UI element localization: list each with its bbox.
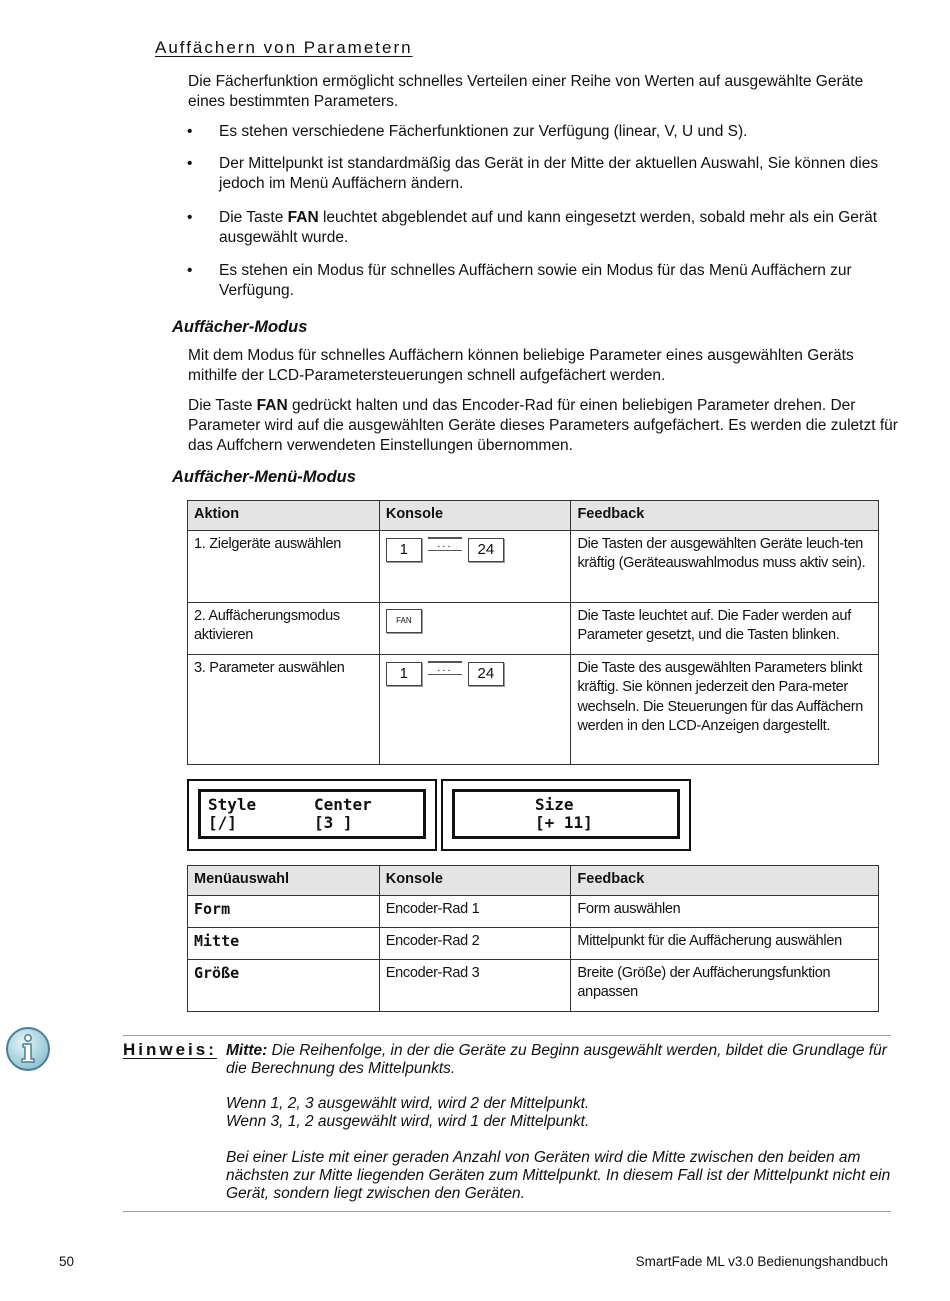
key-range-dots: ...: [428, 661, 462, 675]
feedback-cell: Die Taste leuchtet auf. Die Fader werden auf Parameter gesetzt, und die Tasten blinken.: [571, 602, 879, 654]
manual-title: SmartFade ML v3.0 Bedienungshandbuch: [635, 1254, 888, 1269]
bullet-text-pre: Die Taste: [219, 209, 288, 226]
table-header-row: [188, 866, 879, 896]
bullet-text-post: leuchtet abgeblendet auf und kann eingesetzt werden, sobald mehr als ein Gerät ausgewählt wurde.: [219, 209, 878, 246]
console-cell: Encoder-Rad 3: [379, 959, 571, 1011]
column-header-feedback: Feedback: [571, 866, 879, 896]
menu-cell: Größe: [188, 959, 380, 1011]
fan-key-name: FAN: [256, 397, 288, 414]
key-1: 1: [386, 538, 422, 562]
lcd-line-2: [/] [3 ]: [208, 813, 353, 832]
key-1: 1: [386, 662, 422, 686]
fan-key: FAN: [386, 609, 422, 633]
column-header-menu: Menüauswahl: [188, 866, 380, 896]
bullet-item: [187, 261, 899, 301]
note-top-rule: [123, 1035, 891, 1036]
intro-paragraph: Die Fächerfunktion ermöglicht schnelles Verteilen einer Reihe von Werten auf ausgewählte Geräte eines bestimmten Parameters.: [188, 73, 864, 110]
bullet-dot: •: [187, 262, 193, 279]
action-cell: 3. Parameter auswählen: [188, 654, 380, 764]
lcd-line-2: [+ 11]: [535, 813, 593, 832]
action-table: [187, 500, 879, 765]
bullet-dot: •: [187, 123, 193, 140]
lcd-screen: [452, 789, 680, 839]
lcd-display-left: [187, 779, 437, 851]
column-header-console: Konsole: [379, 866, 571, 896]
column-header-action: Aktion: [188, 501, 380, 531]
bullet-item: [187, 208, 899, 248]
para-text-pre: Die Taste: [188, 397, 257, 414]
bullet-text: Der Mittelpunkt ist standardmäßig das Gerät in der Mitte der aktuellen Auswahl, Sie können dies jedoch im Menü Auffächern ändern.: [219, 155, 879, 192]
note-label: Hinweis:: [123, 1040, 217, 1059]
section-title: Auffächern von Parametern: [155, 38, 413, 57]
key-24: 24: [468, 538, 504, 562]
table-row: [188, 959, 879, 1011]
bullet-item: [187, 154, 899, 194]
action-cell: 1. Zielgeräte auswählen: [188, 530, 380, 602]
bullet-item: [187, 122, 899, 142]
note-bottom-rule: [123, 1211, 891, 1212]
note-example-1: Wenn 1, 2, 3 ausgewählt wird, wird 2 der Mittelpunkt.: [226, 1095, 590, 1112]
feedback-cell: Mittelpunkt für die Auffächerung auswählen: [571, 927, 879, 959]
feedback-cell: Form auswählen: [571, 895, 879, 927]
page-number: 50: [59, 1254, 75, 1269]
feedback-cell: Die Tasten der ausgewählten Geräte leuch-ten kräftig (Geräteauswahlmodus muss aktiv sein).: [571, 530, 879, 602]
lcd-line-1: Size: [535, 795, 574, 814]
column-header-feedback: Feedback: [571, 501, 879, 531]
menu-cell: Form: [188, 895, 380, 927]
fan-mode-paragraph-2: [188, 396, 898, 456]
console-cell: Encoder-Rad 1: [379, 895, 571, 927]
key-24: 24: [468, 662, 504, 686]
table-header-row: [188, 501, 879, 531]
lcd-display-right: [441, 779, 691, 851]
table-row: [188, 927, 879, 959]
lcd-line-1: Style Center: [208, 795, 372, 814]
console-cell: [379, 654, 571, 764]
table-row: [188, 530, 879, 602]
console-cell: Encoder-Rad 2: [379, 927, 571, 959]
menu-cell: Mitte: [188, 927, 380, 959]
feedback-cell: Breite (Größe) der Auffächerungsfunktion anpassen: [571, 959, 879, 1011]
bullet-text: Es stehen ein Modus für schnelles Auffächern sowie ein Modus für das Menü Auffächern zur Verfügung.: [219, 262, 852, 299]
column-header-console: Konsole: [379, 501, 571, 531]
table-row: [188, 602, 879, 654]
note-lead-text: Die Reihenfolge, in der die Geräte zu Beginn ausgewählt werden, bildet die Grundlage für die Berechnung des Mittelpunkts.: [226, 1042, 887, 1077]
fan-key-name: FAN: [287, 209, 319, 226]
bullet-dot: •: [187, 155, 193, 172]
para-text-post: gedrückt halten und das Encoder-Rad für einen beliebigen Parameter drehen. Der Parameter wird auf die ausgewählten Geräte dieses Parameters aufgefächert. Es werden die zuletzt für das Auffchern verwendeten Einstellungen übernommen.: [188, 397, 898, 454]
menu-table: [187, 865, 879, 1012]
note-example-2: Wenn 3, 1, 2 ausgewählt wird, wird 1 der Mittelpunkt.: [226, 1113, 590, 1130]
key-range-dots: ...: [428, 537, 462, 551]
action-cell: 2. Auffächerungsmodus aktivieren: [188, 602, 380, 654]
fan-mode-paragraph: Mit dem Modus für schnelles Auffächern können beliebige Parameter eines ausgewählten Geräts mithilfe der LCD-Parametersteuerungen schnell aufgefächert werden.: [188, 347, 854, 384]
lcd-screen: [198, 789, 426, 839]
subheading-fan-menu-mode: Auffächer-Menü-Modus: [172, 468, 356, 486]
table-row: [188, 895, 879, 927]
table-row: [188, 654, 879, 764]
info-icon: [4, 1025, 52, 1078]
subheading-fan-mode: Auffächer-Modus: [172, 318, 308, 336]
note-lead-bold: Mitte:: [226, 1042, 268, 1059]
bullet-text: Es stehen verschiedene Fächerfunktionen zur Verfügung (linear, V, U und S).: [219, 123, 748, 140]
console-cell: [379, 530, 571, 602]
console-cell: [379, 602, 571, 654]
note-lead: [226, 1042, 896, 1078]
note-closing: Bei einer Liste mit einer geraden Anzahl von Geräten wird die Mitte zwischen den beiden am nächsten zur Mitte liegenden Geräten zum Mittelpunkt. In diesem Fall ist der Mittelpunkt nicht ein Gerät, sondern liegt zwischen den Geräten.: [226, 1149, 891, 1202]
feedback-cell: Die Taste des ausgewählten Parameters blinkt kräftig. Sie können jederzeit den Para-meter wechseln. Die Steuerungen für das Auffächern werden in den LCD-Anzeigen dargestellt.: [571, 654, 879, 764]
bullet-dot: •: [187, 209, 193, 226]
